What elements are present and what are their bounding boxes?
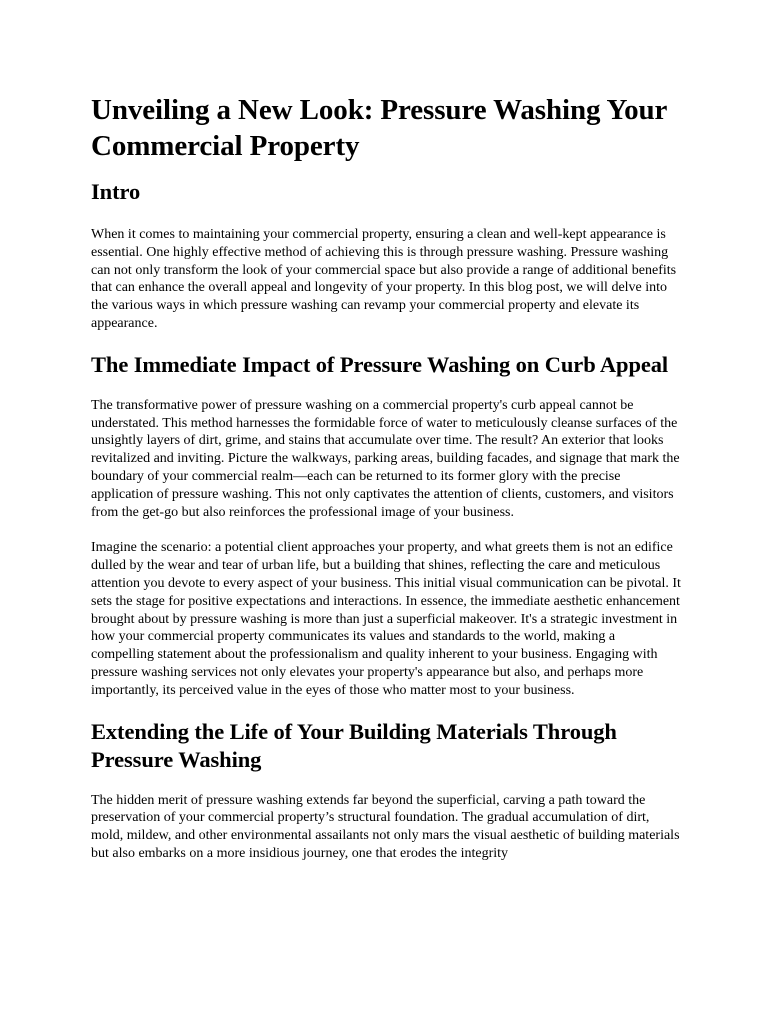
section-heading-building-materials: Extending the Life of Your Building Materials Through Pressure Washing — [91, 718, 617, 772]
building-materials-paragraph-1: The hidden merit of pressure washing extends far beyond the superficial, carving a path toward the preservation of your commercial property’s structural foundation. The gradual accumulation of dirt, mold, mildew, and other environmental assailants not only mars the visual aesthetic of building materials but also embarks on a more insidious journey, one that erodes the integrity — [91, 792, 680, 861]
curb-appeal-paragraph-2: Imagine the scenario: a potential client approaches your property, and what greets them is not an edifice dulled by the wear and tear of urban life, but a building that shines, reflecting the care and meticulous attention you devote to every aspect of your business. This initial visual communication can be pivotal. It sets the stage for positive expectations and interactions. In essence, the immediate aesthetic enhancement brought about by pressure washing is more than just a superficial makeover. It's a strategic investment in how your commercial property communicates its values and standards to the world, making a compelling statement about the professionalism and quality inherent to your business. Engaging with pressure washing services not only elevates your property's appearance but also, and perhaps more importantly, its perceived value in the eyes of those who matter most to your business. — [91, 540, 681, 698]
document-page — [91, 92, 681, 881]
document-title: Unveiling a New Look: Pressure Washing Your Commercial Property — [91, 94, 667, 162]
intro-paragraph: When it comes to maintaining your commercial property, ensuring a clean and well-kept appearance is essential. One highly effective method of achieving this is through pressure washing. Pressure washing can not only transform the look of your commercial space but also provide a range of additional benefits that can enhance the overall appeal and longevity of your property. In this blog post, we will delve into the various ways in which pressure washing can revamp your commercial property and elevate its appearance. — [91, 227, 677, 331]
curb-appeal-paragraph-1: The transformative power of pressure washing on a commercial property's curb appeal cannot be understated. This method harnesses the formidable force of water to meticulously cleanse surfaces of the unsightly layers of dirt, grime, and stains that accumulate over time. The result? An exterior that looks revitalized and inviting. Picture the walkways, parking areas, building facades, and signage that mark the boundary of your commercial realm—each can be returned to its former glory with the precise application of pressure washing. This not only captivates the attention of clients, customers, and visitors from the get-go but also reinforces the professional image of your business. — [91, 397, 680, 520]
section-heading-intro: Intro — [91, 179, 141, 204]
section-heading-curb-appeal: The Immediate Impact of Pressure Washing on Curb Appeal — [91, 351, 669, 377]
